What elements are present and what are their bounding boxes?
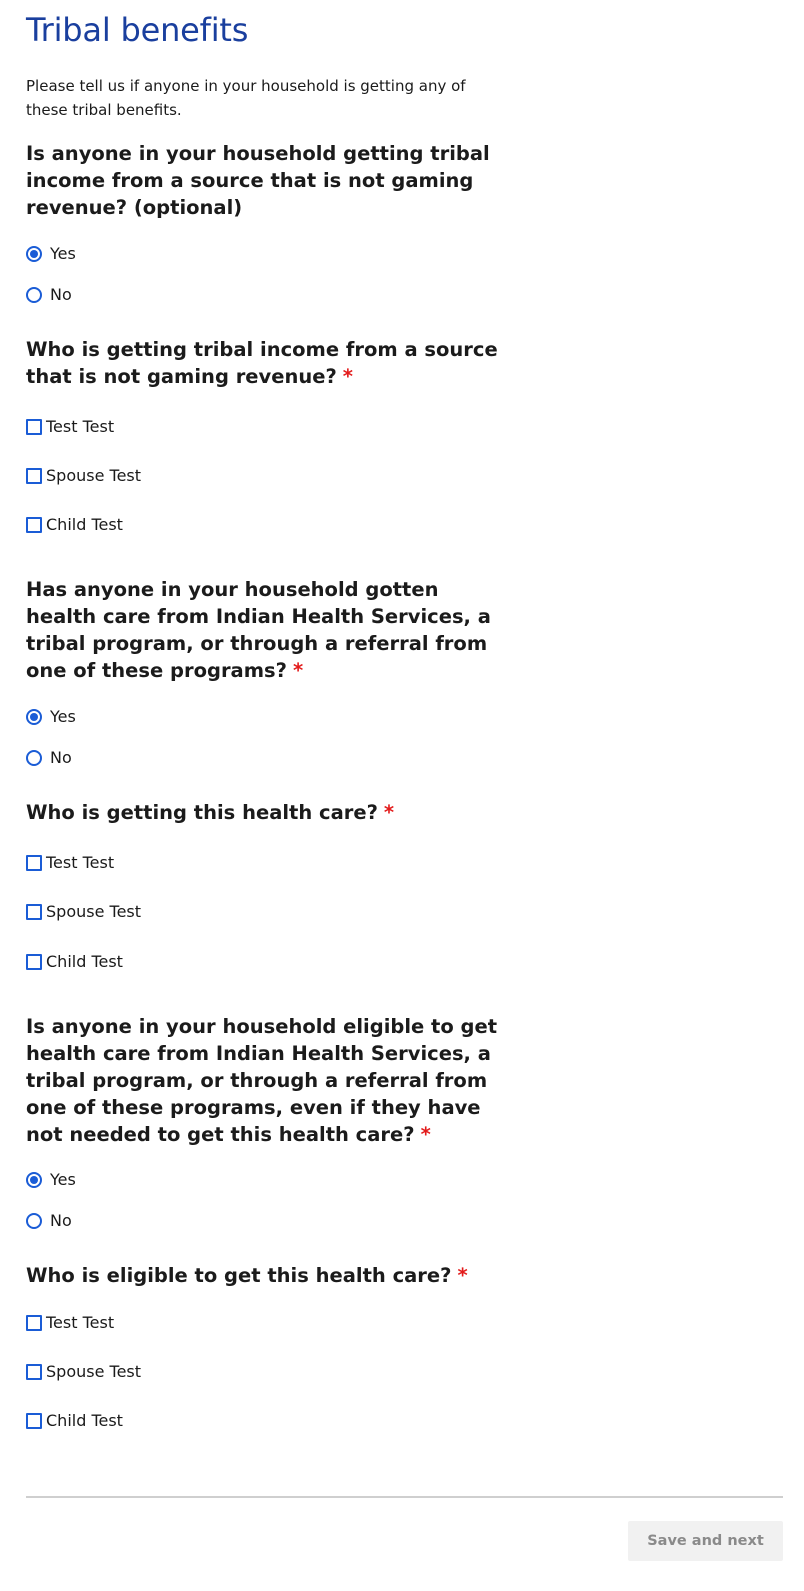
checkbox-icon [26,1413,42,1429]
footer-divider [26,1496,783,1498]
checkbox-label: Test Test [46,417,115,436]
radio-tribal-income-yes[interactable] [26,243,76,265]
radio-label: No [50,1211,72,1230]
checkbox-eligible-test-test[interactable] [26,1312,114,1334]
radio-eligible-yes[interactable] [26,1169,76,1191]
radio-label: No [50,285,72,304]
radio-selected-icon [26,709,42,725]
required-marker: * [292,659,304,682]
checkbox-label: Test Test [46,853,115,872]
question-who-health-care [26,799,506,826]
radio-unselected-icon [26,1213,42,1229]
radio-health-care-no[interactable] [26,747,72,769]
checkbox-health-care-child-test[interactable] [26,951,123,973]
checkbox-label: Test Test [46,1313,115,1332]
intro-text: Please tell us if anyone in your household is getting any of these tribal benefits. [26,77,466,119]
question-who-eligible [26,1262,506,1289]
checkbox-tribal-income-spouse-test[interactable] [26,465,141,487]
checkbox-icon [26,517,42,533]
radio-tribal-income-no[interactable] [26,284,72,306]
checkbox-icon [26,954,42,970]
question-text: Is anyone in your household getting tribal income from a source that is not gaming revenue? (optional) [26,142,490,219]
question-text: Who is eligible to get this health care? [26,1264,452,1287]
checkbox-icon [26,419,42,435]
radio-label: No [50,748,72,767]
checkbox-label: Child Test [46,1411,123,1430]
checkbox-icon [26,1364,42,1380]
page-title: Tribal benefits [26,11,249,49]
checkbox-label: Spouse Test [46,466,142,485]
radio-eligible-no[interactable] [26,1210,72,1232]
question-text: Has anyone in your household gotten health care from Indian Health Services, a tribal program, or through a referral from one of these programs? [26,578,491,682]
checkbox-tribal-income-child-test[interactable] [26,514,123,536]
required-marker: * [420,1123,431,1146]
checkbox-health-care-spouse-test[interactable] [26,901,141,923]
radio-unselected-icon [26,287,42,303]
question-text: Is anyone in your household eligible to get health care from Indian Health Services, a tribal program, or through a referral from one of these programs, even if they have not needed to get this health care? [26,1015,498,1146]
radio-health-care-yes[interactable] [26,706,76,728]
radio-selected-icon [26,1172,42,1188]
checkbox-eligible-spouse-test[interactable] [26,1361,141,1383]
required-marker: * [383,801,395,824]
checkbox-icon [26,855,42,871]
radio-label: Yes [50,1170,76,1189]
radio-label: Yes [50,707,76,726]
question-ihs-eligible [26,1013,506,1148]
required-marker: * [342,365,353,388]
checkbox-icon [26,468,42,484]
question-text: Who is getting this health care? [26,801,378,824]
save-and-next-button[interactable]: Save and next [628,1521,783,1561]
checkbox-icon [26,904,42,920]
radio-selected-icon [26,246,42,262]
question-tribal-income [26,140,506,221]
question-text: Who is getting tribal income from a source that is not gaming revenue? [26,338,498,388]
checkbox-label: Child Test [46,952,123,971]
radio-label: Yes [50,244,76,263]
required-marker: * [457,1264,468,1287]
checkbox-health-care-test-test[interactable] [26,852,114,874]
checkbox-label: Spouse Test [46,902,142,921]
checkbox-label: Child Test [46,515,123,534]
radio-unselected-icon [26,750,42,766]
checkbox-icon [26,1315,42,1331]
checkbox-tribal-income-test-test[interactable] [26,416,114,438]
checkbox-label: Spouse Test [46,1362,142,1381]
question-who-tribal-income [26,336,506,390]
checkbox-eligible-child-test[interactable] [26,1410,123,1432]
question-ihs-health-care [26,576,506,684]
